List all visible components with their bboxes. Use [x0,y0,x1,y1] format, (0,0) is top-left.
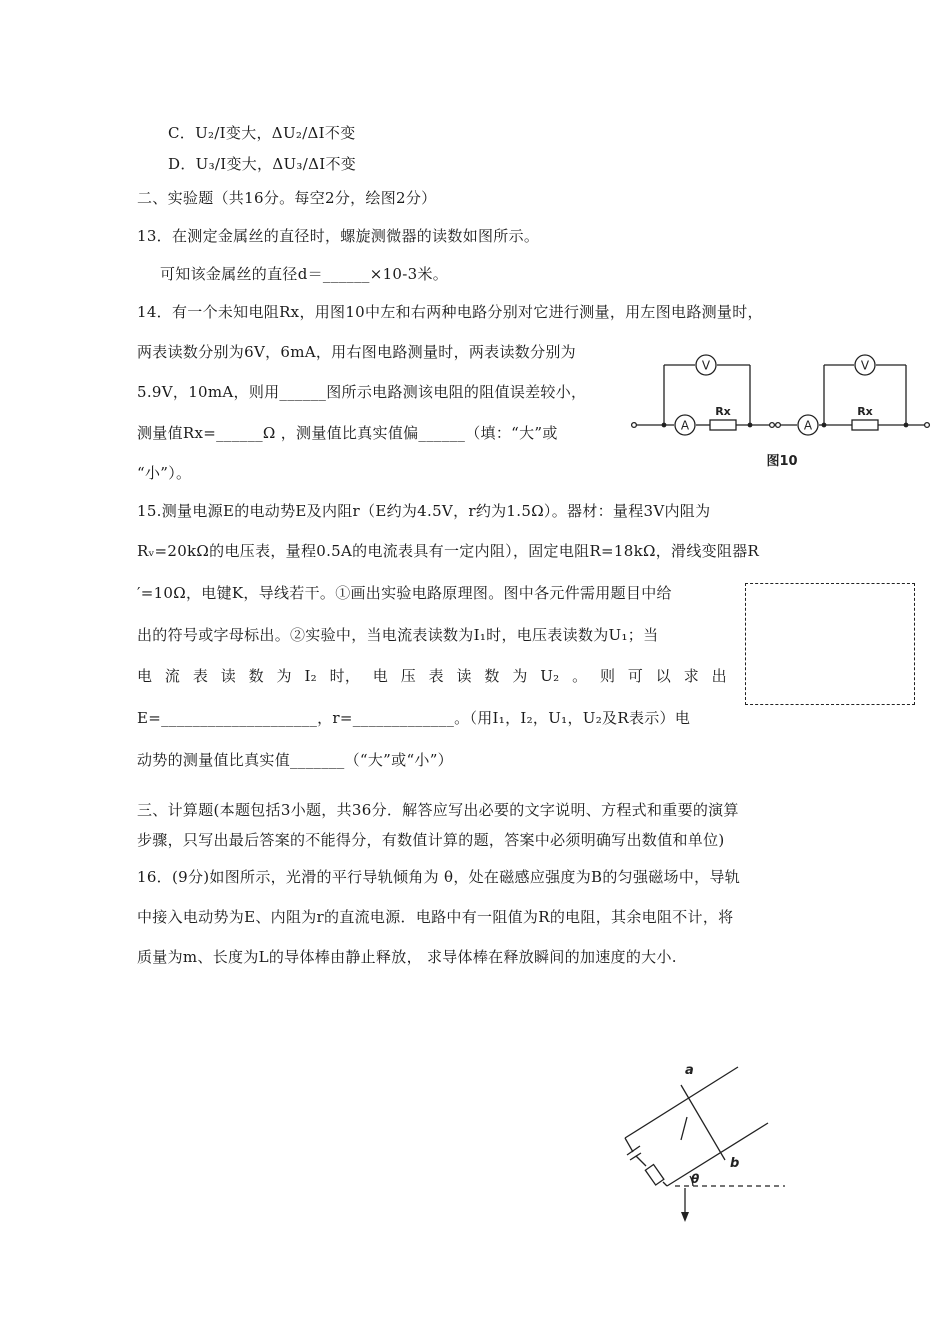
q15-word: U₂ [540,667,560,685]
q15-line6: E=____________________，r=_____________。（用I₁，I₂，U₁，U₂及R表示）电 [137,709,691,727]
q16-line1: 16．(9分)如图所示，光滑的平行导轨倾角为 θ，处在磁感应强度为B的匀强磁场中，导轨 [137,868,741,886]
label-b: b [730,1156,740,1171]
option-c: C．U₂/I变大，ΔU₂/ΔI不变 [168,124,356,142]
q14-line1: 14．有一个未知电阻Rx，用图10中左和右两种电路分别对它进行测量，用左图电路测量时， [137,303,763,321]
label-theta: θ [691,1172,700,1186]
circuit-drawing-box [745,583,915,705]
q15-word: 时， [329,667,361,685]
resistor-right-label: Rx [857,405,873,418]
resistor-left-label: Rx [715,405,731,418]
q14-line2: 两表读数分别为6V，6mA，用右图电路测量时，两表读数分别为 [137,343,576,361]
voltmeter-right-label: V [860,358,870,373]
option-d: D．U₃/I变大，ΔU₃/ΔI不变 [168,155,357,173]
q15-word: 表 [428,667,444,685]
q15-word: 数 [484,667,500,685]
terminal-dot [776,423,781,428]
q15-word: 读 [220,667,237,685]
q15-line1: 15.测量电源E的电动势E及内阻r（E约为4.5V，r约为1.5Ω）。器材：量程3V内阻为 [137,502,711,520]
q15-word: 可 [627,667,644,685]
node-dot [822,423,827,428]
q15-word: 则 [599,667,616,685]
q15-word: 为 [276,667,292,685]
q15-line4: 出的符号或字母标出。②实验中，当电流表读数为I₁时，电压表读数为U₁；当 [137,626,659,644]
q16-line3: 质量为m、长度为L的导体棒由静止释放， 求导体棒在释放瞬间的加速度的大小. [137,948,677,966]
terminal-dot [770,423,775,428]
q15-word: 数 [248,667,264,685]
q15-line3: ′=10Ω，电键K，导线若干。①画出实验电路原理图。图中各元件需用题目中给 [137,584,672,602]
q15-word: 求 [683,667,700,685]
section-3-heading-line1: 三、计算题(本题包括3小题，共36分．解答应写出必要的文字说明、方程式和重要的演算 [137,801,739,819]
q15-word: I₂ [304,667,317,685]
q15-word: 表 [192,667,209,685]
figure-16-inclined-rails [615,1060,795,1225]
q15-line2: Rᵥ=20kΩ的电压表，量程0.5A的电流表具有一定内阻），固定电阻R=18kΩ，滑线变阻器R [137,542,760,560]
q15-word: 出 [711,667,727,685]
terminal-dot [632,423,637,428]
ammeter-left-label: A [680,418,690,433]
ammeter-right-label: A [803,418,813,433]
section-2-heading: 二、实验题（共16分。每空2分，绘图2分） [137,189,437,207]
q14-line3: 5.9V，10mA，则用______图所示电路测该电阻的阻值误差较小， [137,383,587,401]
q15-word: 读 [456,667,472,685]
node-dot [662,423,667,428]
q14-line5: “小”）。 [137,464,192,482]
section-3-heading-line2: 步骤，只写出最后答案的不能得分，有数值计算的题，答案中必须明确写出数值和单位) [137,831,725,849]
q14-line4: 测量值Rx=______Ω ，测量值比真实值偏______（填：“大”或 [137,424,558,442]
q15-line5 [137,666,727,686]
q15-word: 压 [400,667,416,685]
q16-line2: 中接入电动势为E、内阻为r的直流电源．电路中有一阻值为R的电阻，其余电阻不计，将 [137,908,734,926]
q13-line1: 13．在测定金属丝的直径时，螺旋测微器的读数如图所示。 [137,227,540,245]
figure-10-caption: 图10 [766,454,798,469]
q15-word: 以 [655,667,672,685]
q15-word: 。 [572,667,588,685]
label-a: a [685,1063,694,1078]
figure-10-circuits [630,350,935,472]
q15-word: 电 [137,667,153,685]
q15-word: 流 [164,667,181,685]
q15-line7: 动势的测量值比真实值_______（“大”或“小”） [137,751,453,769]
q15-word: 电 [372,667,389,685]
q15-word: 为 [512,667,528,685]
node-dot [904,423,909,428]
terminal-dot [925,423,930,428]
q13-line2: 可知该金属丝的直径d＝______×10-3米。 [160,265,449,283]
node-dot [748,423,753,428]
voltmeter-left-label: V [701,358,711,373]
